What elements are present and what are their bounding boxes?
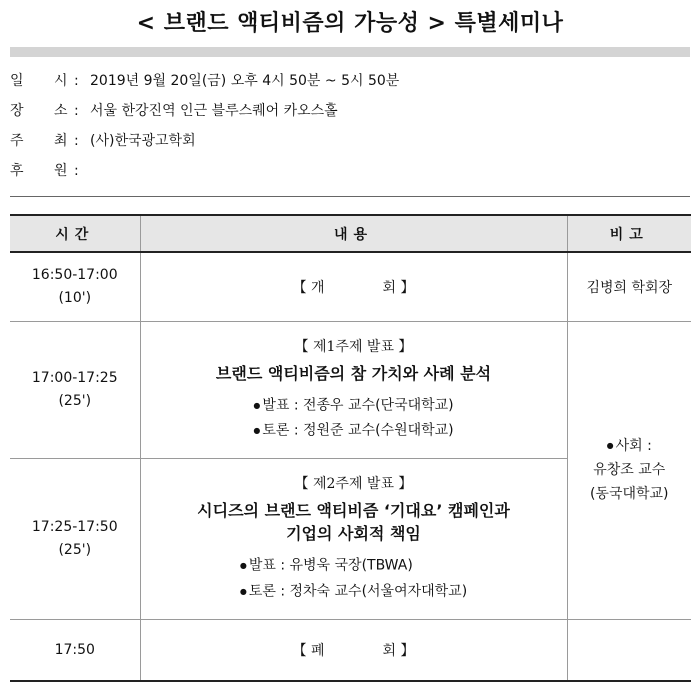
session1-people bbox=[253, 393, 453, 444]
session2-time: 17:25-17:50 bbox=[31, 518, 118, 535]
opening-content-cell bbox=[140, 252, 567, 321]
info-key-char-2: 시 bbox=[54, 73, 68, 89]
opening-time-cell bbox=[10, 252, 140, 321]
session1-duration: (25') bbox=[58, 392, 92, 409]
opening-label-right: 회 】 bbox=[382, 279, 415, 296]
session2-people bbox=[240, 553, 467, 604]
header-note: 비고 bbox=[567, 215, 691, 252]
session2-content-cell bbox=[140, 458, 567, 619]
opening-time: 16:50-17:00 bbox=[31, 266, 118, 283]
info-value-date: 2019년 9월 20일(금) 오후 4시 50분 ~ 5시 50분 bbox=[90, 73, 400, 89]
session2-presenter bbox=[240, 553, 467, 579]
closing-time: 17:50 bbox=[10, 619, 140, 681]
table-row-opening bbox=[10, 252, 691, 321]
page-title: < 브랜드 액티비즘의 가능성 > 특별세미나 bbox=[136, 11, 564, 36]
closing-content-cell bbox=[140, 619, 567, 681]
session2-presenter-text: 발표 : 유병욱 국장(TBWA) bbox=[248, 557, 413, 574]
info-key-char-1: 일 bbox=[10, 73, 24, 89]
session2-title-line-1: 시디즈의 브랜드 액티비즘 ‘기대요’ 캠페인과 bbox=[197, 501, 510, 520]
info-key-char-1: 후 bbox=[10, 163, 24, 179]
session1-label: 【 제1주제 발표 】 bbox=[294, 338, 413, 355]
opening-label-left: 【 개 bbox=[292, 279, 325, 296]
header-content: 내용 bbox=[140, 215, 567, 252]
session2-discussant-text: 토론 : 정차숙 교수(서울여자대학교) bbox=[248, 583, 468, 599]
info-value-host: (사)한국광고학회 bbox=[90, 133, 196, 149]
bullet-icon: ● bbox=[606, 441, 614, 450]
session1-time: 17:00-17:25 bbox=[31, 369, 118, 386]
session1-title: 브랜드 액티비즘의 참 가치와 사례 분석 bbox=[215, 363, 492, 383]
moderator-role: 사회 : bbox=[615, 438, 652, 454]
bullet-icon: ● bbox=[239, 561, 247, 570]
closing-label-left: 【 폐 bbox=[292, 642, 325, 659]
table-row-closing bbox=[10, 619, 691, 681]
bullet-icon: ● bbox=[239, 586, 247, 596]
closing-note bbox=[567, 619, 691, 681]
opening-duration: (10') bbox=[58, 289, 92, 306]
session2-duration: (25') bbox=[58, 541, 92, 558]
moderator-affiliation: (동국대학교) bbox=[589, 486, 669, 502]
bullet-icon: ● bbox=[253, 426, 261, 435]
info-key-char-2: 최 bbox=[54, 133, 68, 149]
info-colon: : bbox=[74, 103, 79, 119]
session1-presenter-text: 발표 : 전종우 교수(단국대학교) bbox=[262, 397, 454, 413]
moderator-line-1 bbox=[568, 434, 692, 458]
moderator-name: 유창조 교수 bbox=[593, 462, 666, 478]
info-key-char-2: 소 bbox=[54, 103, 68, 119]
session2-label: 【 제2주제 발표 】 bbox=[294, 476, 413, 492]
info-colon: : bbox=[74, 163, 79, 179]
table-row-session-1 bbox=[10, 321, 691, 458]
session2-title bbox=[141, 499, 567, 545]
bullet-icon: ● bbox=[253, 400, 261, 410]
session1-discussant bbox=[253, 418, 453, 444]
opening-label bbox=[293, 280, 415, 296]
info-colon: : bbox=[74, 133, 79, 149]
session1-content-cell bbox=[140, 321, 567, 458]
closing-label bbox=[293, 643, 415, 659]
info-key-char-2: 원 bbox=[54, 163, 68, 179]
info-key-char-1: 주 bbox=[10, 133, 24, 149]
session1-presenter bbox=[253, 393, 453, 419]
info-colon: : bbox=[74, 73, 79, 89]
info-value-venue: 서울 한강진역 인근 블루스퀘어 카오스홀 bbox=[90, 103, 338, 119]
moderator-cell bbox=[567, 321, 691, 619]
header-time: 시간 bbox=[10, 215, 140, 252]
info-divider bbox=[10, 196, 690, 197]
session1-time-cell bbox=[10, 321, 140, 458]
session2-title-line-2: 기업의 사회적 책임 bbox=[286, 524, 421, 543]
closing-label-right: 회 】 bbox=[382, 642, 415, 659]
opening-note: 김병희 학회장 bbox=[567, 252, 691, 321]
table-header-row bbox=[10, 215, 691, 252]
schedule-table bbox=[10, 214, 691, 682]
title-divider bbox=[10, 47, 690, 57]
session1-discussant-text: 토론 : 정원준 교수(수원대학교) bbox=[262, 422, 454, 439]
session2-discussant bbox=[240, 579, 467, 605]
info-key-char-1: 장 bbox=[10, 103, 24, 119]
session2-time-cell bbox=[10, 458, 140, 619]
